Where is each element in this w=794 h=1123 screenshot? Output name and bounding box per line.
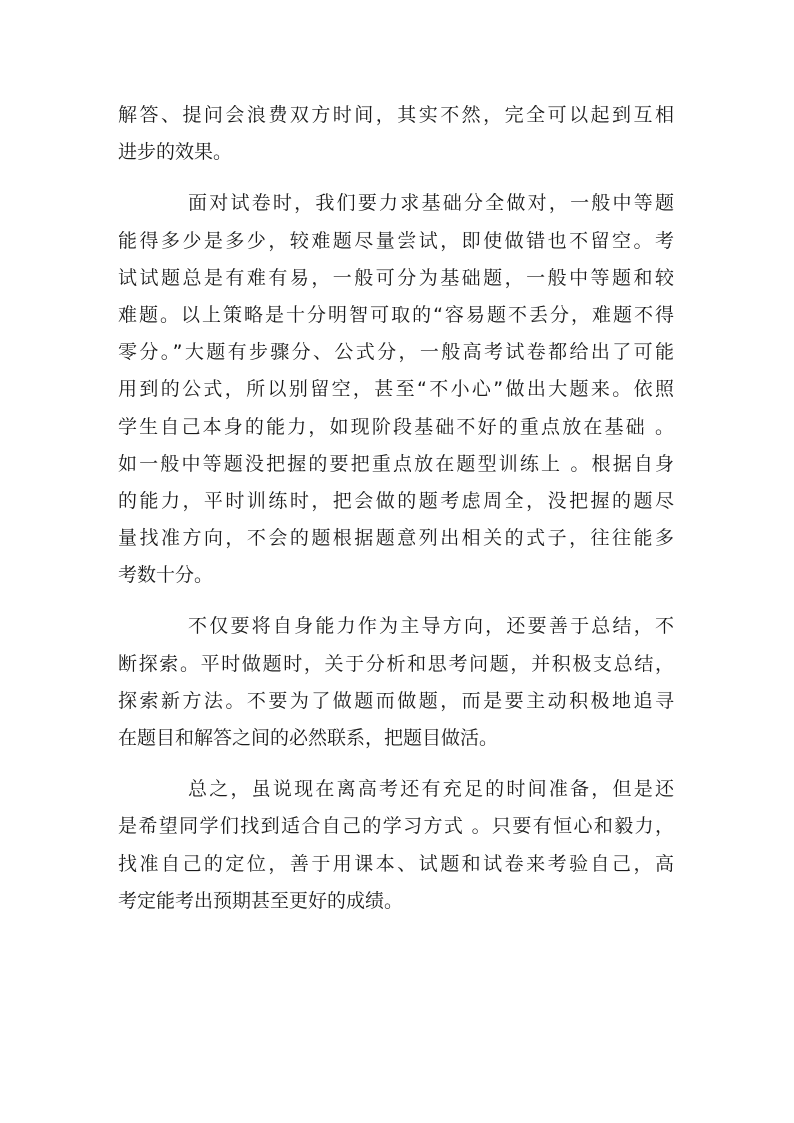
document-page [118, 97, 674, 920]
paragraph-1 [118, 97, 674, 171]
text-line: 考数十分。 [118, 564, 214, 587]
text-line: 进步的效果。 [118, 141, 233, 164]
text-line: 如一般中等题没把握的要把重点放在题型训练上 。根据自身 [118, 452, 674, 475]
text-line: 零分。”大题有步骤分、公式分，一般高考试卷都给出了可能 [118, 341, 674, 364]
paragraph-3 [118, 608, 674, 757]
text-line: 不仅要将自身能力作为主导方向，还要善于总结，不 [188, 615, 674, 638]
paragraph-2 [118, 185, 674, 594]
text-line: 试试题总是有难有易，一般可分为基础题，一般中等题和较 [118, 266, 674, 289]
text-line: 断探索。平时做题时，关于分析和思考问题，并积极支总结， [118, 652, 674, 675]
text-line: 总之，虽说现在离高考还有充足的时间准备，但是还 [188, 778, 674, 801]
text-line: 找准自己的定位，善于用课本、试题和试卷来考验自己，高 [118, 852, 674, 875]
text-line: 用到的公式，所以别留空，甚至“不小心”做出大题来。依照 [118, 378, 674, 401]
text-line: 在题目和解答之间的必然联系，把题目做活。 [118, 727, 499, 749]
text-line: 学生自己本身的能力，如现阶段基础不好的重点放在基础 。 [118, 415, 674, 438]
paragraph-4 [118, 771, 674, 920]
text-line: 探索新方法。不要为了做题而做题，而是要主动积极地追寻 [118, 689, 674, 712]
text-line: 的能力，平时训练时，把会做的题考虑周全，没把握的题尽 [118, 489, 674, 512]
text-line: 是希望同学们找到适合自己的学习方式 。只要有恒心和毅力， [118, 815, 674, 838]
text-line: 难题。以上策略是十分明智可取的“容易题不丢分，难题不得 [118, 303, 674, 326]
text-line: 解答、提问会浪费双方时间，其实不然，完全可以起到互相 [118, 104, 674, 126]
text-line: 面对试卷时，我们要力求基础分全做对，一般中等题 [188, 192, 674, 215]
text-line: 考定能考出预期甚至更好的成绩。 [118, 889, 404, 912]
text-line: 能得多少是多少，较难题尽量尝试，即使做错也不留空。考 [118, 229, 674, 252]
text-line: 量找准方向，不会的题根据题意列出相关的式子，往往能多 [118, 527, 674, 550]
